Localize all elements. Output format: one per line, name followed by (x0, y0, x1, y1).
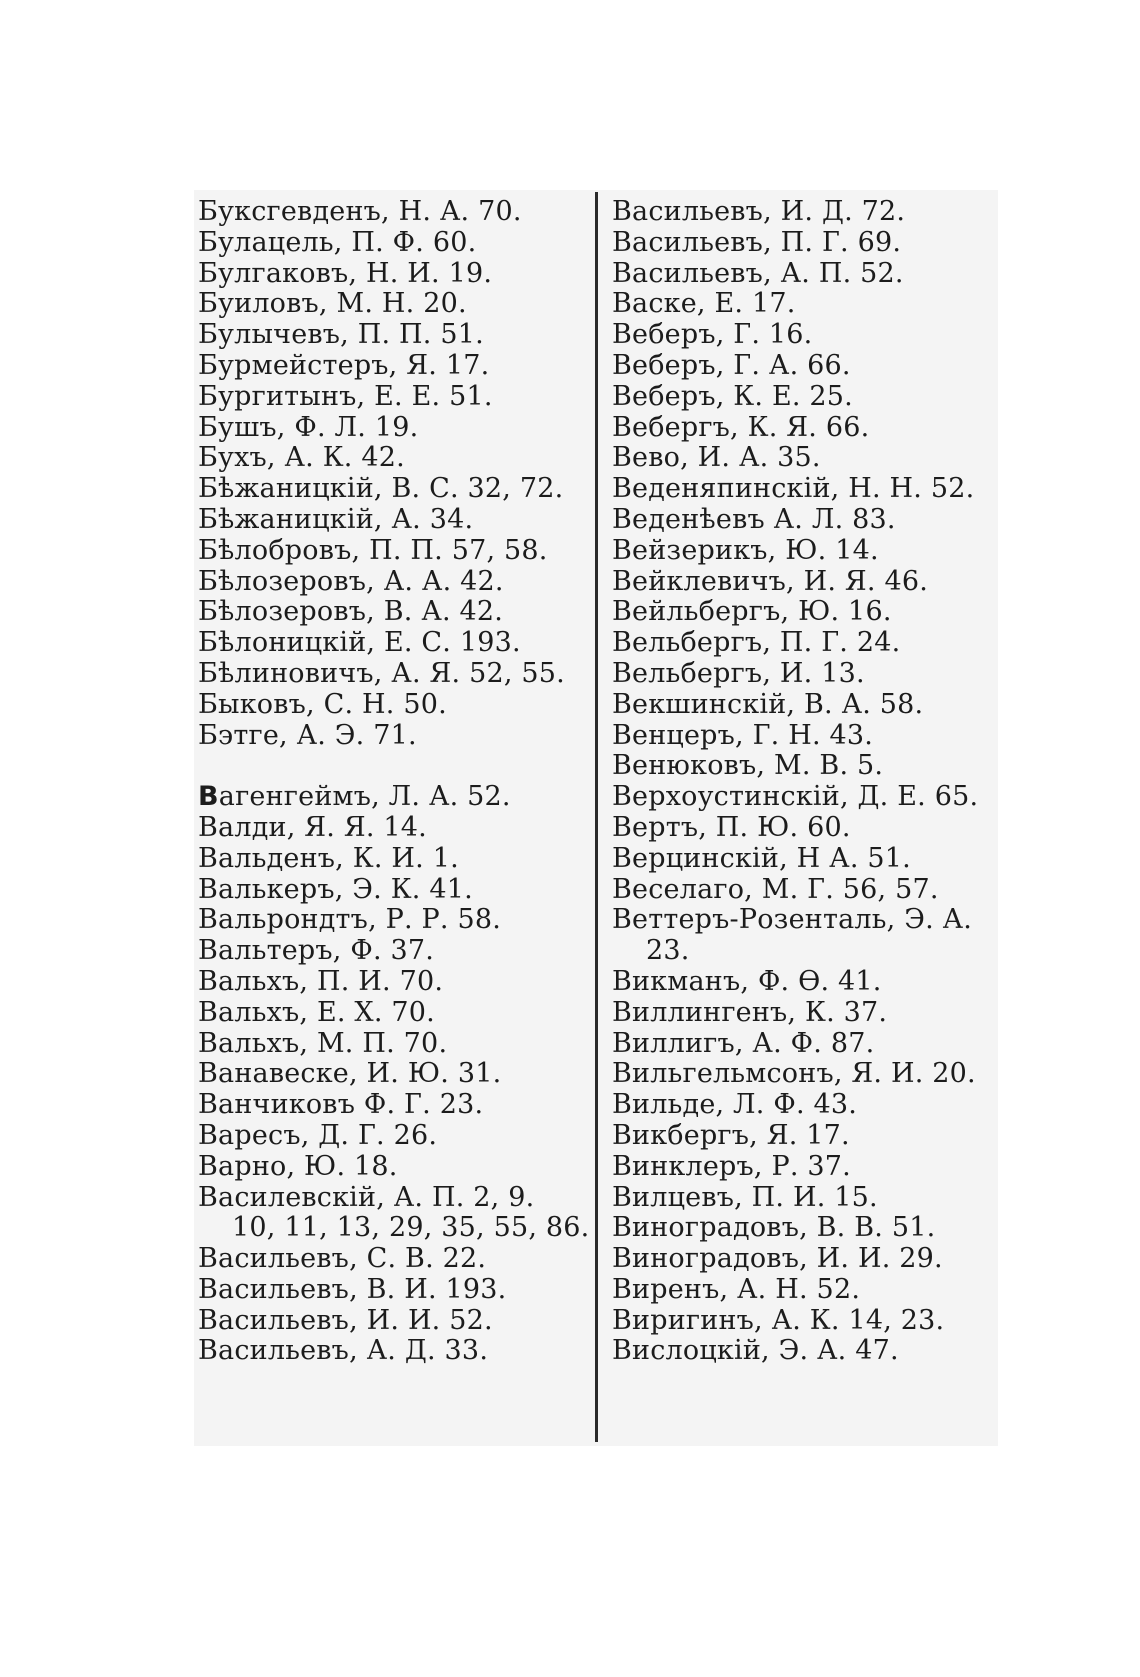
index-entry: Буxъ, А. К. 42. (198, 442, 405, 474)
index-entry: Бургитынъ, Е. Е. 51. (198, 380, 493, 412)
index-entry: Вальхъ, П. И. 70. (198, 965, 444, 997)
index-entry: Валькеръ, Э. К. 41. (198, 873, 473, 905)
index-entry: Веттеръ-Розенталь, Э. А. (612, 904, 973, 936)
index-entry: Верцинскій, Н А. 51. (612, 842, 911, 874)
index-entry: Виноградовъ, В. В. 51. (612, 1212, 936, 1244)
index-entry: Бѣлозеровъ, А. А. 42. (198, 565, 504, 597)
index-entry: Вельбергъ, П. Г. 24. (612, 627, 901, 659)
index-entry: Веберъ, К. Е. 25. (612, 380, 853, 412)
index-entry: Вислоцкій, Э. А. 47. (612, 1335, 899, 1367)
index-entry: Виллигъ, А. Ф. 87. (612, 1027, 875, 1059)
index-entry: Веберъ, Г. 16. (612, 319, 813, 351)
right-column (612, 197, 1004, 1367)
index-entry: Вильгельмсонъ, Я. И. 20. (612, 1058, 976, 1090)
index-entry: Вальхъ, Е. Х. 70. (198, 996, 435, 1028)
index-entry: Васильевъ, И. Д. 72. (612, 196, 906, 227)
index-entry: Бѣлиновичъ, А. Я. 52, 55. (198, 657, 565, 689)
index-entry: Вилцевъ, П. И. 15. (612, 1181, 878, 1213)
section-initial-letter: В (198, 781, 219, 813)
index-entry: Вейклевичъ, И. Я. 46. (612, 565, 929, 597)
index-entry: Вальтеръ, Ф. 37. (198, 935, 435, 967)
index-entry: Варесъ, Д. Г. 26. (198, 1119, 438, 1151)
left-column (198, 197, 590, 1367)
index-entry: Булгаковъ, Н. И. 19. (198, 257, 493, 289)
index-entry: Вельбергъ, И. 13. (612, 657, 865, 689)
index-entry-continuation: 23. (646, 935, 690, 967)
index-entry: Викбергъ, Я. 17. (612, 1119, 850, 1151)
index-entry: Виллингенъ, К. 37. (612, 996, 888, 1028)
index-entry: Виригинъ, А. К. 14, 23. (612, 1304, 945, 1336)
index-entry: Веберъ, Г. А. 66. (612, 349, 851, 381)
index-entry: Венюковъ, М. В. 5. (612, 750, 884, 782)
section-gap (198, 751, 590, 782)
index-entry: Василевскій, А. П. 2, 9. (198, 1181, 535, 1213)
index-entry: Вальрондтъ, Р. Р. 58. (198, 904, 502, 936)
index-entry: Вейзерикъ, Ю. 14. (612, 534, 879, 566)
index-entry: Верхоустинскій, Д. Е. 65. (612, 781, 979, 813)
index-entry: Васильевъ, В. И. 193. (198, 1273, 507, 1305)
index-entry: Ванчиковъ Ф. Г. 23. (198, 1089, 484, 1121)
index-entry-continuation: 10, 11, 13, 29, 35, 55, 86. (232, 1212, 590, 1244)
index-entry: Васильевъ, И. И. 52. (198, 1304, 493, 1336)
index-entry: Бѣлоницкій, Е. С. 193. (198, 627, 521, 659)
index-entry: Варно, Ю. 18. (198, 1150, 398, 1182)
index-entry-text: агенгеймъ, Л. А. 52. (218, 781, 511, 813)
index-entry: Веселаго, М. Г. 56, 57. (612, 873, 939, 905)
index-entry: Буксгевденъ, Н. А. 70. (198, 196, 522, 227)
index-entry: Бурмейстеръ, Я. 17. (198, 349, 490, 381)
index-entry: Бѣлозеровъ, В. А. 42. (198, 596, 504, 628)
index-entry: Бушъ, Ф. Л. 19. (198, 411, 419, 443)
index-entry: Васке, Е. 17. (612, 288, 796, 320)
index-entry: Вертъ, П. Ю. 60. (612, 811, 851, 843)
index-entry: Виноградовъ, И. И. 29. (612, 1243, 943, 1275)
index-entry: Быковъ, С. Н. 50. (198, 688, 447, 720)
index-entry: Вево, И. А. 35. (612, 442, 821, 474)
index-entry: Ванавеске, И. Ю. 31. (198, 1058, 502, 1090)
index-entry: Вебергъ, К. Я. 66. (612, 411, 870, 443)
index-entry: Бѣжаницкій, А. 34. (198, 503, 474, 535)
column-divider (595, 192, 598, 1442)
index-entry: Вальденъ, К. И. 1. (198, 842, 459, 874)
index-entry: Васильевъ, А. Д. 33. (198, 1335, 489, 1367)
index-entry: Виренъ, А. Н. 52. (612, 1273, 861, 1305)
index-entry: Винклеръ, Р. 37. (612, 1150, 851, 1182)
index-entry: Бѣлобровъ, П. П. 57, 58. (198, 534, 548, 566)
index-entry: Васильевъ, С. В. 22. (198, 1243, 487, 1275)
index-entry: Бэтге, А. Э. 71. (198, 719, 417, 751)
index-entry-section-start (198, 782, 590, 813)
index-entry: Вальхъ, М. П. 70. (198, 1027, 448, 1059)
index-entry: Вейльбергъ, Ю. 16. (612, 596, 892, 628)
index-entry: Векшинскій, В. А. 58. (612, 688, 924, 720)
index-entry: Венцеръ, Г. Н. 43. (612, 719, 874, 751)
index-entry: Вильде, Л. Ф. 43. (612, 1089, 858, 1121)
index-entry: Валди, Я. Я. 14. (198, 811, 427, 843)
index-entry: Веденѣевъ А. Л. 83. (612, 503, 896, 535)
index-entry: Васильевъ, А. П. 52. (612, 257, 904, 289)
index-entry: Веденяпинскій, Н. Н. 52. (612, 473, 975, 505)
index-entry: Булычевъ, П. П. 51. (198, 319, 484, 351)
index-entry: Васильевъ, П. Г. 69. (612, 226, 902, 258)
index-entry: Булацель, П. Ф. 60. (198, 226, 477, 258)
index-entry: Бѣжаницкій, В. С. 32, 72. (198, 473, 564, 505)
index-entry: Викманъ, Ф. Ѳ. 41. (612, 965, 882, 997)
index-entry: Буиловъ, М. Н. 20. (198, 288, 467, 320)
